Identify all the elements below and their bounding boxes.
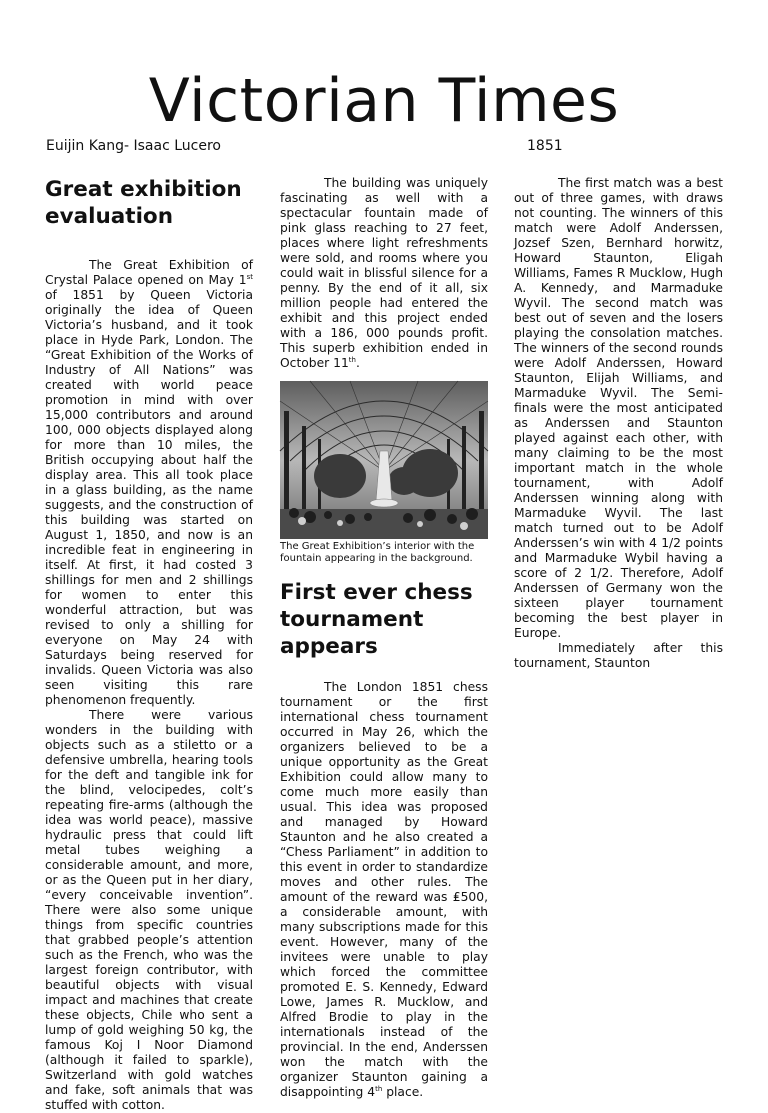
- column-3: [514, 176, 723, 671]
- article-1-headline: Great exhibition evaluation: [45, 177, 242, 229]
- article-1-paragraph-3: The building was uniquely fascinating as well with a spectacular fountain made of pink glass reaching to 27 feet, places where light refreshments were sold, and rooms where you could wait in blissful silence for a penny. By the end of it all, six million people had entered the exhibit and this project ended with a 186, 000 pounds profit. This superb exhibition ended in October 11th.: [280, 176, 488, 370]
- article-2-paragraph-2: The first match was a best out of three games, with draws not counting. The winners of this match were Adolf Anderssen, Jozsef Szen, Bernhard horwitz, Howard Staunton, Eligah Williams, Fames R Mucklow, Hugh A. Kennedy, and Marmaduke Wyvil. The second match was best out of seven and the losers playing the consolation matches. The winners of the second rounds were Adolf Anderssen, Howard Staunton, Elijah Williams, and Marmaduke Wyvil. The Semi-finals were the most anticipated as Anderssen and Staunton played against each other, with many claiming to be the most important match in the whole tournament, with Adolf Anderssen winning along with Marmaduke Wyvil. The last match turned out to be Adolf Anderssen’s win with 4 1/2 points and Marmaduke Wybil having a score of 2 1/2. Therefore, Adolf Anderssen of Germany won the sixteen player tournament becoming the best player in Europe.: [514, 176, 723, 640]
- article-2-headline: First ever chess tournament appears: [280, 580, 473, 659]
- masthead-title: Victorian Times: [148, 66, 620, 136]
- crystal-palace-illustration: [280, 381, 488, 539]
- column-2: [280, 176, 488, 1099]
- article-2-paragraph-1: The London 1851 chess tournament or the first international chess tournament occurred in May 26, which the organizers believed to be a unique opportunity as the Great Exhibition could allow many to come much more easily than usual. This idea was proposed and managed by Howard Staunton and he also created a “Chess Parliament” in addition to this event in order to standardize moves and other rules. The amount of the reward was ₤500, a considerable amount, with many subscriptions made for this event. However, many of the invitees were unable to play which forced the committee promoted E. S. Kennedy, Edward Lowe, James R. Mucklow, and Alfred Brodie to play in the internationals instead of the provincial. In the end, Anderssen won the match with the organizer Staunton gaining a disappointing 4th place.: [280, 680, 488, 1099]
- column-1: [45, 176, 253, 1112]
- exhibition-interior-photo: [280, 381, 488, 539]
- photo-caption: The Great Exhibition’s interior with the fountain appearing in the background.: [280, 541, 475, 564]
- issue-year: 1851: [527, 138, 563, 154]
- article-2-paragraph-3: Immediately after this tournament, Staunton: [514, 641, 723, 670]
- article-1-paragraph-1: The Great Exhibition of Crystal Palace opened on May 1st of 1851 by Queen Victoria originally the idea of Queen Victoria’s husband, and it took place in Hyde Park, London. The “Great Exhibition of the Works of Industry of All Nations” was created with world peace promotion in mind with over 15,000 contributors and around 100, 000 objects displayed along for more than 10 miles, the British occupying about half the display area. This all took place in a glass building, as the name suggests, and the construction of this building was started on August 1, 1850, and now is an incredible feat in engineering in itself. At first, it had costed 3 shillings for men and 2 shillings for women to enter this wonderful attraction, but was revised to only a shilling for everyone on May 24 with Saturdays being reserved for invalids. Queen Victoria was also seen visiting this rare phenomenon frequently.: [45, 258, 253, 707]
- byline: Euijin Kang- Isaac Lucero: [46, 138, 221, 154]
- article-1-paragraph-2: There were various wonders in the building with objects such as a stiletto or a defensive umbrella, hearing tools for the deft and tangible ink for the blind, velocipedes, colt’s repeating fire-arms (although the idea was world peace), massive hydraulic press that could lift metal tubes weighing a considerable amount, and more, or as the Queen put in her diary, “every conceivable invention”. There were also some unique things from specific countries that grabbed people’s attention such as the French, who was the largest foreign contributor, with beautiful objects with visual impact and machines that create these objects, Chile who sent a lump of gold weighing 50 kg, the famous Koj I Noor Diamond (although it failed to sparkle), Switzerland with gold watches and fake, soft animals that was stuffed with cotton.: [45, 708, 253, 1112]
